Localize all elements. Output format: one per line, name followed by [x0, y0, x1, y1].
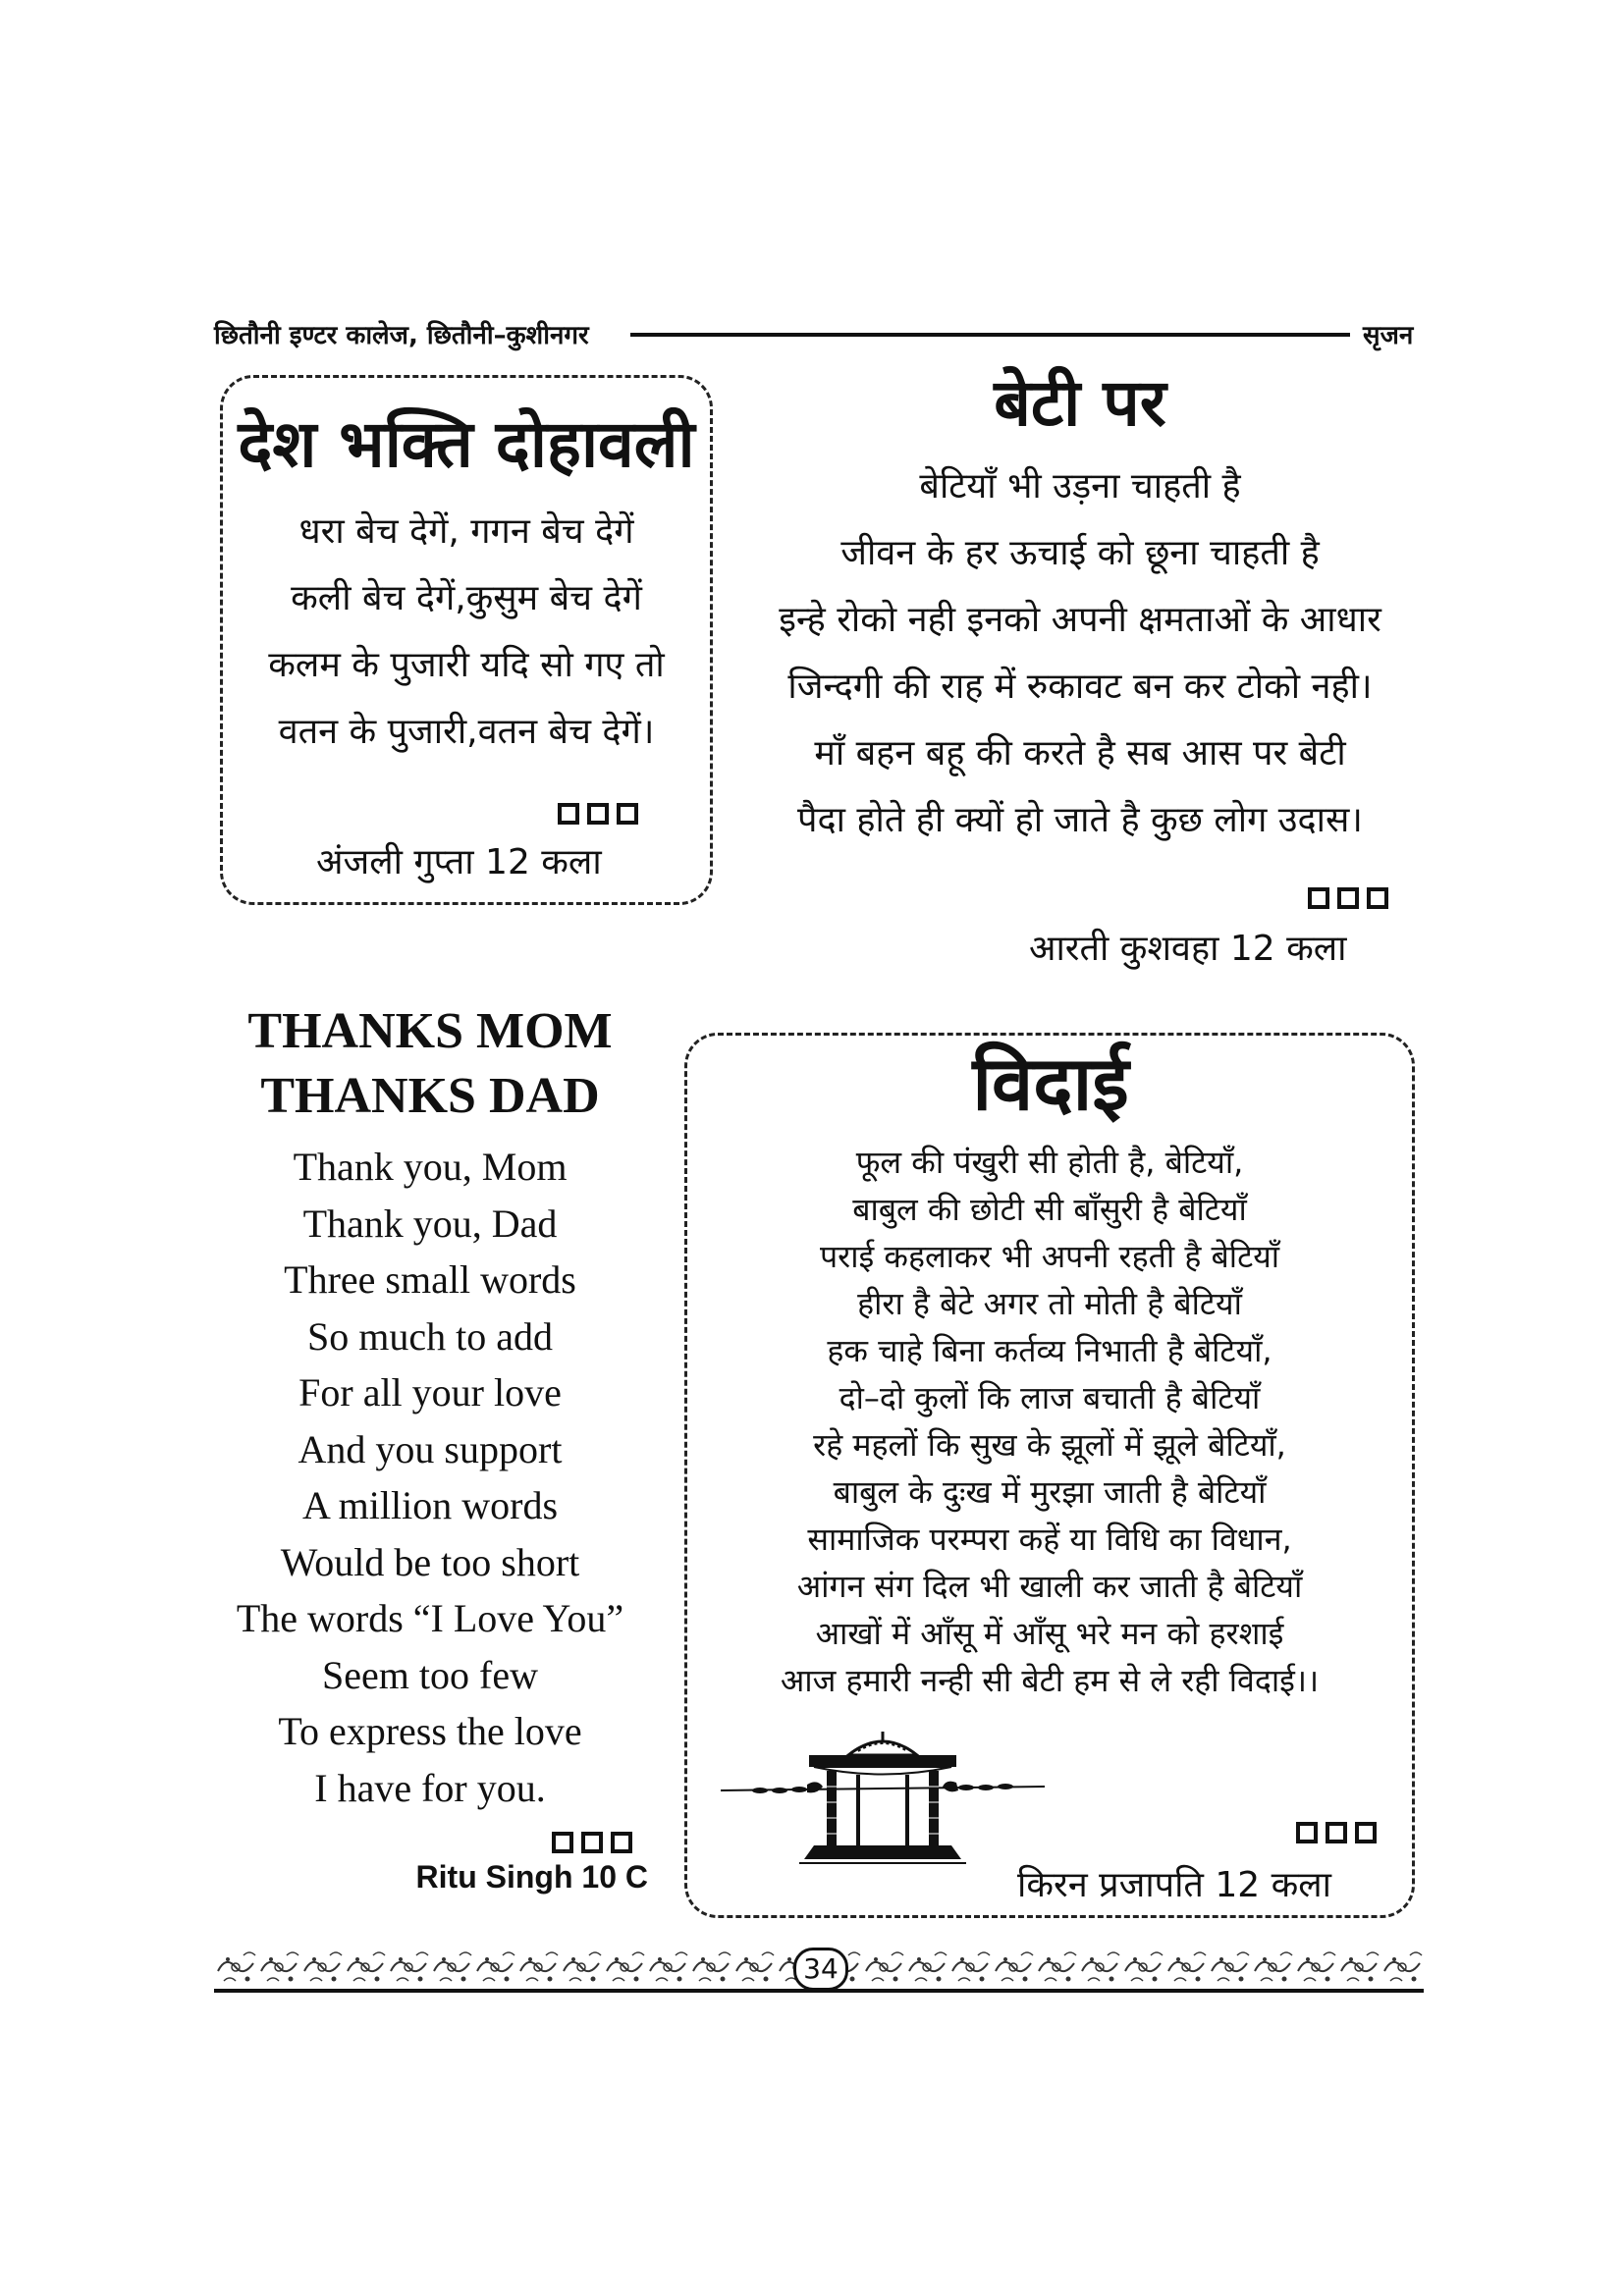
poem3-line: Thank you, Mom [293, 1145, 568, 1189]
header-school-name: छितौनी इण्टर कालेज, छितौनी–कुशीनगर [214, 321, 589, 350]
poem3-line: So much to add [307, 1313, 553, 1359]
poem4-line: रहे महलों कि सुख के झूलों में झूले बेटियाँ, [813, 1426, 1286, 1464]
poem3-body [194, 1139, 666, 1816]
poem4-line: पराई कहलाकर भी अपनी रहती है बेटियाँ [819, 1238, 1280, 1275]
poem4-line: आखों में आँसू में आँसू भरे मन को हरशाई [815, 1615, 1284, 1652]
poem1-line: कली बेच देगें,कुसुम बेच देगें [291, 578, 642, 618]
poem3-title-line: THANKS DAD [260, 1068, 600, 1124]
poem2-line: जीवन के हर ऊचाई को छूना चाहती है [840, 533, 1320, 573]
doli-palanquin-icon [721, 1728, 1045, 1865]
poem3-title [194, 999, 666, 1129]
poem3-title-line: THANKS MOM [247, 1003, 613, 1059]
poem2-line: माँ बहन बहू की करते है सब आस पर बेटी [814, 733, 1346, 774]
poem4-line: फूल की पंखुरी सी होती है, बेटियाँ, [855, 1144, 1244, 1181]
poem4-line: दो–दो कुलों कि लाज बचाती है बेटियाँ [839, 1379, 1261, 1416]
poem3-line: The words “I Love You” [236, 1596, 624, 1640]
poem3-line: And you support [298, 1426, 563, 1471]
poem2-line: जिन्दगी की राह में रुकावट बन कर टोको नही। [787, 667, 1373, 707]
header-magazine-name: सृजन [1363, 321, 1414, 350]
poem4-line: बाबुल की छोटी सी बाँसुरी है बेटियाँ [852, 1191, 1247, 1228]
poem4-body [684, 1139, 1415, 1704]
three-squares-icon [1308, 887, 1388, 909]
poem3-line: Three small words [284, 1257, 576, 1302]
poem4-line: आंगन संग दिल भी खाली कर जाती है बेटियाँ [796, 1568, 1303, 1605]
poem2-author: आरती कुशवहा 12 कला [1029, 929, 1347, 969]
poem4-line: हक चाहे बिना कर्तव्य निभाती है बेटियाँ, [827, 1332, 1272, 1369]
poem2-body [727, 454, 1434, 854]
three-squares-icon [558, 803, 638, 825]
header-rule [630, 333, 1350, 337]
poem1-line: वतन के पुजारी,वतन बेच देगें। [278, 712, 655, 752]
poem1-body [220, 499, 713, 766]
poem3-line: For all your love [298, 1370, 562, 1415]
poem4-line: हीरा है बेटे अगर तो मोती है बेटियाँ [857, 1285, 1242, 1322]
poem1-line: कलम के पुजारी यदि सो गए तो [268, 645, 665, 685]
poem3-line: Would be too short [280, 1539, 580, 1584]
poem3-line: To express the love [278, 1709, 582, 1753]
poem4-author: किरन प्रजापति 12 कला [1017, 1865, 1332, 1905]
poem4-title: विदाई [972, 1040, 1129, 1127]
poem2-line: पैदा होते ही क्यों हो जाते है कुछ लोग उदास। [797, 800, 1363, 840]
poem3-line: I have for you. [314, 1765, 546, 1810]
poem2-line: बेटियाँ भी उड़ना चाहती है [919, 466, 1241, 507]
poem1-author: अंजली गुप्ता 12 कला [316, 842, 602, 882]
poem3-line: Thank you, Dad [302, 1201, 558, 1246]
three-squares-icon [552, 1832, 632, 1853]
poem4-line: आज हमारी नन्ही सी बेटी हम से ले रही विदाई।। [780, 1662, 1320, 1699]
poem4-line: बाबुल के दुःख में मुरझा जाती है बेटियाँ [833, 1473, 1267, 1511]
poem1-line: धरा बेच देगें, गगन बेच देगें [298, 511, 634, 552]
page-number: 34 [793, 1948, 848, 1991]
poem4-line: सामाजिक परम्परा कहें या विधि का विधान, [807, 1521, 1292, 1558]
poem2-line: इन्हे रोको नही इनको अपनी क्षमताओं के आधार [779, 600, 1381, 640]
poem3-author: Ritu Singh 10 C [415, 1859, 648, 1895]
poem3-line: A million words [301, 1483, 559, 1527]
poem2-title: बेटी पर [994, 365, 1166, 441]
poem3-line: Seem too few [322, 1652, 538, 1697]
poem1-title: देश भक्ति दोहावली [238, 406, 695, 482]
three-squares-icon [1296, 1822, 1377, 1843]
